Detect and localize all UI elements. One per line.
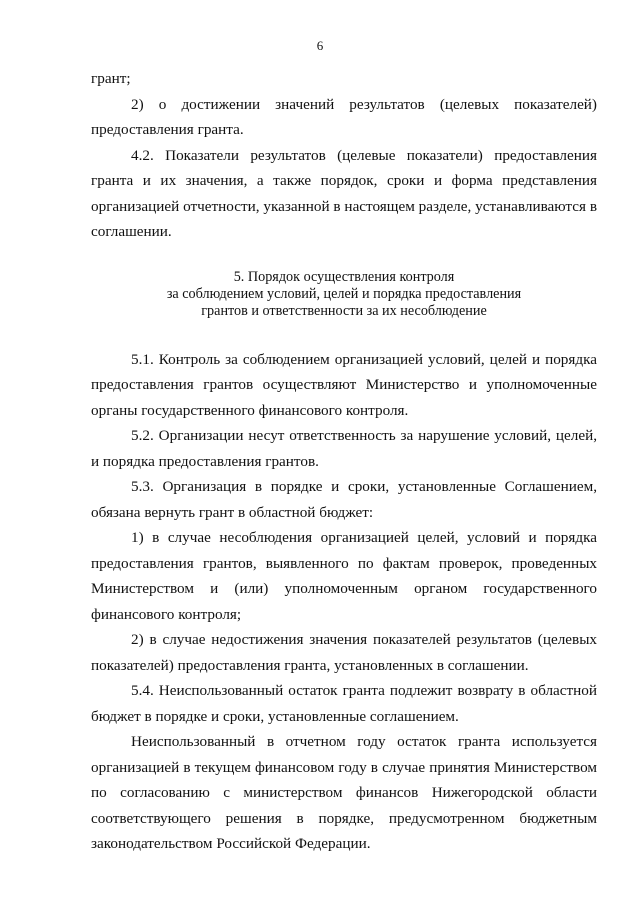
- paragraph-5-3-item-1: 1) в случае несоблюдения организацией целей, условий и порядка предоставления грантов, выявленного по фактам проверок, проведенных Министерством и (или) уполномоченным органом государственного финансового контроля;: [91, 529, 597, 623]
- paragraphs-after-heading: [91, 347, 597, 857]
- paragraph-5-3-item-2: 2) в случае недостижения значения показателей результатов (целевых показателей) предоставления гранта, установленных в соглашении.: [91, 631, 597, 674]
- paragraph-item-2: 2) о достижении значений результатов (целевых показателей) предоставления гранта.: [91, 95, 597, 138]
- paragraph-5-4: 5.4. Неиспользованный остаток гранта подлежит возврату в областной бюджет в порядке и сроки, установленные соглашением.: [91, 682, 597, 725]
- section-heading-line-2: за соблюдением условий, целей и порядка предоставления: [166, 285, 522, 302]
- section-heading: [91, 269, 597, 320]
- section-heading-line-3: грантов и ответственности за их несоблюдение: [201, 302, 487, 319]
- page-number: 6: [316, 38, 324, 53]
- document-body: [91, 66, 597, 857]
- paragraph-5-2: 5.2. Организации несут ответственность за нарушение условий, целей, и порядка предоставления грантов.: [91, 427, 597, 470]
- paragraphs-before-heading: [91, 66, 597, 245]
- paragraph-5-3: 5.3. Организация в порядке и сроки, установленные Соглашением, обязана вернуть грант в областной бюджет:: [91, 478, 597, 521]
- section-heading-line-1: 5. Порядок осуществления контроля: [233, 268, 455, 285]
- paragraph-4-2: 4.2. Показатели результатов (целевые показатели) предоставления гранта и их значения, а также порядок, сроки и форма представления организацией отчетности, указанной в настоящем разделе, устанавливаются в соглашении.: [91, 146, 597, 240]
- paragraph-5-1: 5.1. Контроль за соблюдением организацией условий, целей и порядка предоставления грантов осуществляют Министерство и уполномоченные органы государственного финансового контроля.: [91, 350, 597, 419]
- paragraph-unused-balance: Неиспользованный в отчетном году остаток гранта используется организацией в текущем финансовом году в случае принятия Министерством по согласованию с министерством финансов Нижегородской области соответствующего решения в порядке, предусмотренном бюджетным законодательством Российской Федерации.: [91, 733, 597, 852]
- paragraph-continuation: грант;: [91, 70, 131, 87]
